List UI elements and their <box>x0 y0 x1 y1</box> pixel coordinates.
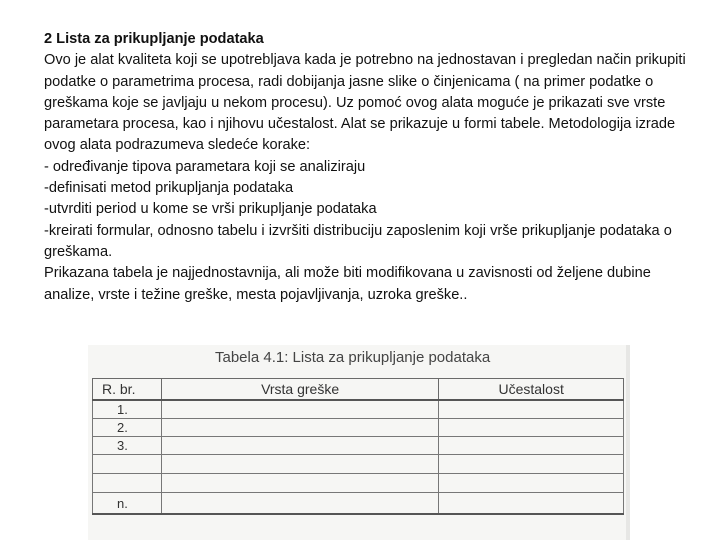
scan-edge <box>626 345 630 540</box>
cell-vrsta-greske <box>161 400 438 419</box>
row-number: 1. <box>93 400 162 419</box>
document-text <box>44 29 694 306</box>
table-row <box>93 474 624 493</box>
table-header-row <box>93 379 624 401</box>
step-3: -utvrditi period u kome se vrši prikupljanje podataka <box>44 201 377 218</box>
row-number: 3. <box>93 437 162 455</box>
cell-vrsta-greske <box>161 437 438 455</box>
cell-ucestalost <box>439 493 624 515</box>
cell-vrsta-greske <box>161 474 438 493</box>
cell-ucestalost <box>439 437 624 455</box>
cell-ucestalost <box>439 419 624 437</box>
cell-vrsta-greske <box>161 419 438 437</box>
closing-paragraph: Prikazana tabela je najjednostavnija, ali može biti modifikovana u zavisnosti od željene dubine analize, vrste i težine greške, mesta pojavljivanja, uzroka greške.. <box>44 265 651 303</box>
row-number <box>93 474 162 493</box>
step-2: -definisati metod prikupljanja podataka <box>44 180 294 197</box>
header-ucestalost: Učestalost <box>439 379 624 401</box>
table-figure <box>88 345 630 540</box>
section-heading: 2 Lista za prikupljanje podataka <box>44 31 264 47</box>
data-collection-table <box>92 378 624 515</box>
table-row <box>93 419 624 437</box>
intro-paragraph: Ovo je alat kvaliteta koji se upotrebljava kada je potrebno na jednostavan i pregledan način prikupiti podatke o parametrima procesa, radi dobijanja jasne slike o činjenicama ( na primer podatke o greškama koje se javljaju u nekom procesu). Uz pomoć ovog alata moguće je prikazati sve vrste parametara procesa, kao i njihovu učestalost. Alat se prikazuje u formi tabele. Metodologija izrade ovog alata podrazumeva sledeće korake: <box>44 52 686 154</box>
table-row <box>93 437 624 455</box>
header-vrsta-greske: Vrsta greške <box>161 379 438 401</box>
table-row <box>93 493 624 515</box>
cell-vrsta-greske <box>161 455 438 474</box>
row-number: n. <box>93 493 162 515</box>
row-number <box>93 455 162 474</box>
table-row <box>93 400 624 419</box>
table-row <box>93 455 624 474</box>
cell-ucestalost <box>439 474 624 493</box>
step-1: - određivanje tipova parametara koji se analiziraju <box>44 158 366 175</box>
row-number: 2. <box>93 419 162 437</box>
cell-ucestalost <box>439 455 624 474</box>
cell-ucestalost <box>439 400 624 419</box>
header-r-br: R. br. <box>93 379 162 401</box>
figure-caption: Tabela 4.1: Lista za prikupljanje podataka <box>215 349 491 366</box>
cell-vrsta-greske <box>161 493 438 515</box>
step-4: -kreirati formular, odnosno tabelu i izvršiti distribuciju zaposlenim koji vrše prikupljanje podataka o greškama. <box>44 222 672 260</box>
